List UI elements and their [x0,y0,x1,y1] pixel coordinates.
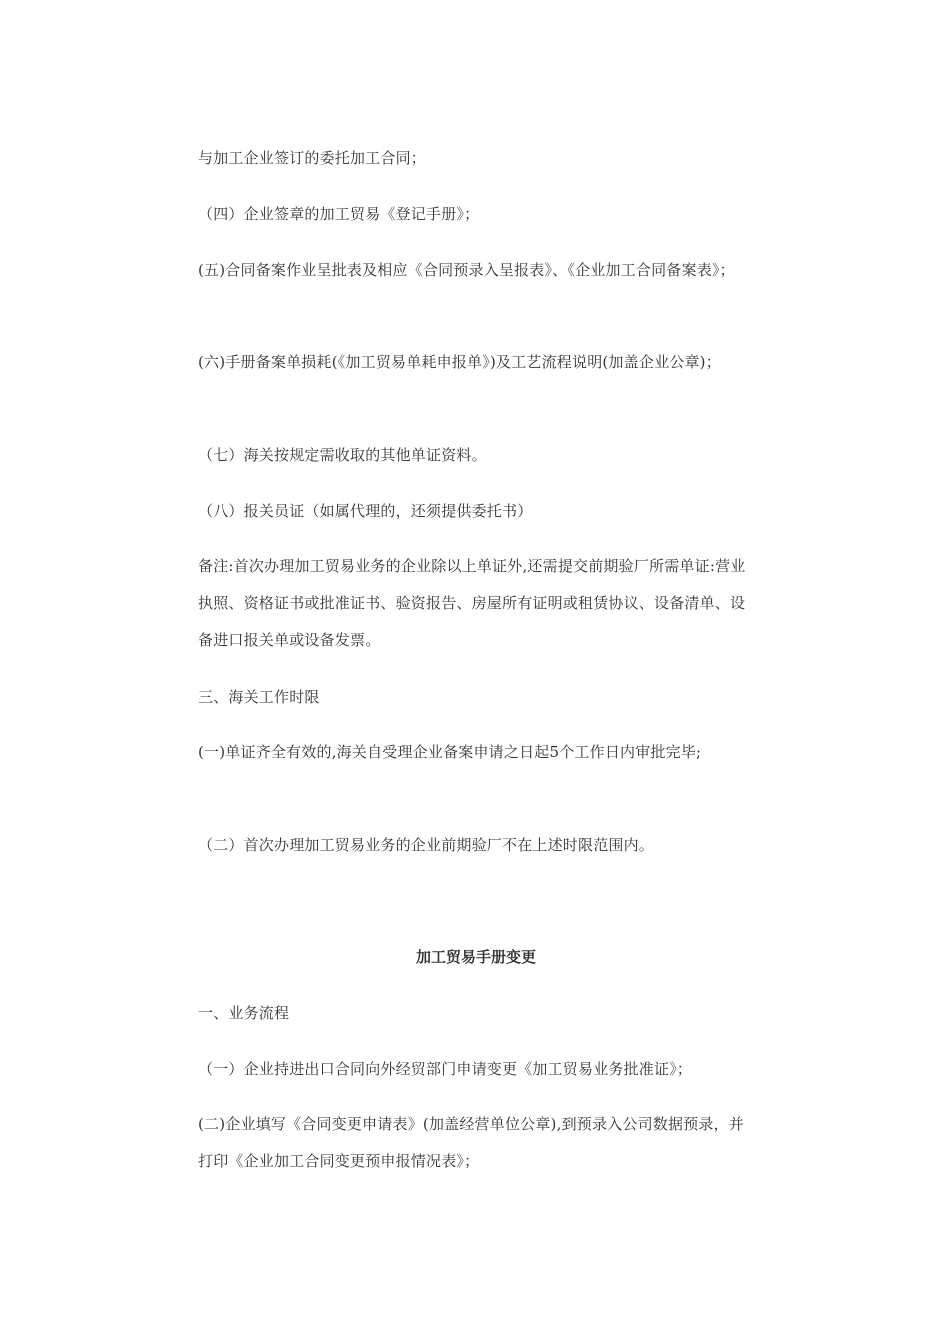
paragraph-item-8: （八）报关员证（如属代理的，还须提供委托书） [198,502,533,520]
section-title: 加工贸易手册变更 [415,948,536,966]
paragraph-item-7: （七）海关按规定需收取的其他单证资料。 [198,446,487,464]
paragraph-time-limit-2: （二）首次办理加工贸易业务的企业前期验厂不在上述时限范围内。 [198,836,655,854]
paragraph-contract: 与加工企业签订的委托加工合同； [198,149,427,167]
paragraph-section-3: 三、海关工作时限 [198,688,320,706]
paragraph-item-4: （四）企业签章的加工贸易《登记手册》； [198,205,480,223]
paragraph-workflow: 一、业务流程 [198,1004,290,1022]
paragraph-item-5: (五)合同备案作业呈批表及相应《合同预录入呈报表》、《企业加工合同备案表》； [198,261,735,279]
paragraph-item-6: (六)手册备案单损耗(《加工贸易单耗申报单》)及工艺流程说明(加盖企业公章)； [198,353,721,371]
paragraph-change-2: (二)企业填写《合同变更申请表》(加盖经营单位公章),到预录入公司数据预录，并打印《企业加工合同变更预申报情况表》； [198,1115,744,1170]
paragraph-time-limit-1: (一)单证齐全有效的,海关自受理企业备案申请之日起5个工作日内审批完毕; [198,743,702,761]
paragraph-change-1: （一）企业持进出口合同向外经贸部门申请变更《加工贸易业务批准证》； [198,1060,693,1078]
paragraph-remark: 备注:首次办理加工贸易业务的企业除以上单证外,还需提交前期验厂所需单证:营业执照、资格证书或批准证书、验资报告、房屋所有证明或租赁协议、设备清单、设备进口报关单或设备发票。 [198,557,746,649]
